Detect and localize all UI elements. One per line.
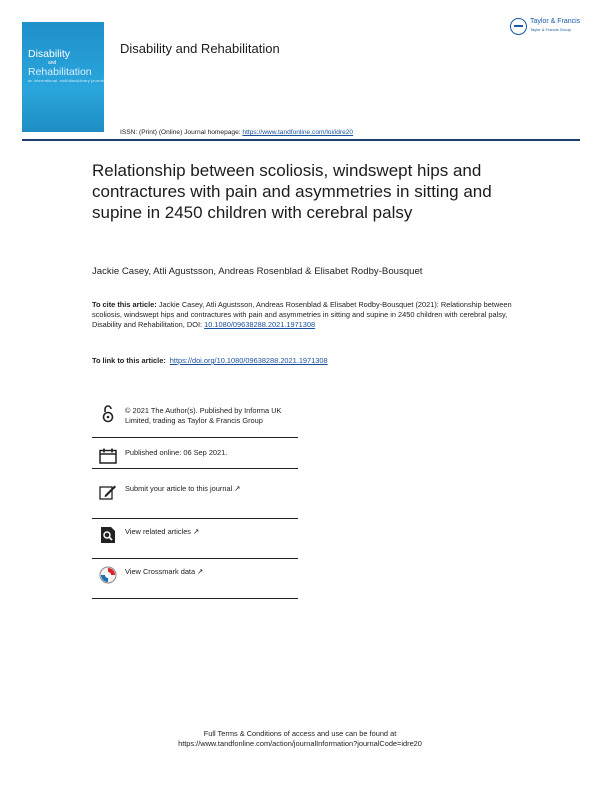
crossmark-icon xyxy=(98,565,118,585)
related-articles-icon xyxy=(98,525,118,545)
item-divider xyxy=(92,518,298,519)
cover-title-line3: Rehabilitation xyxy=(28,66,92,78)
issn-line xyxy=(120,129,353,136)
footer-terms-link[interactable]: https://www.tandfonline.com/action/journalInformation?journalCode=idre20 xyxy=(178,739,422,748)
item-divider xyxy=(92,468,298,469)
article-link-line xyxy=(92,356,328,365)
paper-title: Relationship between scoliosis, windswept hips and contractures with pain and asymmetries in sitting and supine in 2450 children with cerebral palsy xyxy=(92,161,492,222)
publisher-logo-icon xyxy=(510,18,527,35)
external-link-icon: ↗ xyxy=(197,567,204,576)
citation-block xyxy=(92,300,532,331)
issn-prefix: ISSN: (Print) (Online) Journal homepage: xyxy=(120,129,243,136)
paper-authors: Jackie Casey, Atli Agustsson, Andreas Rosenblad & Elisabet Rodby-Bousquet xyxy=(92,266,423,277)
citation-doi-link[interactable]: 10.1080/09638288.2021.1971308 xyxy=(204,320,316,330)
related-articles-label: View related articles xyxy=(125,527,191,536)
external-link-icon: ↗ xyxy=(193,527,200,536)
submit-article-label: Submit your article to this journal xyxy=(125,484,233,493)
open-access-icon xyxy=(98,404,118,424)
journal-cover[interactable] xyxy=(22,22,104,132)
edit-icon xyxy=(98,482,118,502)
article-link-label: To link to this article: xyxy=(92,356,166,365)
header-divider xyxy=(22,139,580,141)
citation-label: To cite this article: xyxy=(92,300,157,309)
cover-title-line1: Disability xyxy=(28,48,71,60)
publisher-name: Taylor & Francis xyxy=(530,18,581,25)
license-text: © 2021 The Author(s). Published by Informa UK Limited, trading as Taylor & Francis Group xyxy=(125,406,282,425)
crossmark-link[interactable] xyxy=(125,567,300,577)
published-online-text: Published online: 06 Sep 2021. xyxy=(125,448,228,457)
footer-terms: Full Terms & Conditions of access and use can be found at xyxy=(203,729,397,738)
calendar-icon xyxy=(98,446,118,466)
item-divider xyxy=(92,558,298,559)
item-divider xyxy=(92,437,298,438)
journal-title: Disability and Rehabilitation xyxy=(120,41,280,56)
cover-title-line2: and xyxy=(48,60,57,66)
item-divider xyxy=(92,598,298,599)
related-articles-link[interactable] xyxy=(125,527,300,537)
publisher-subname: Taylor & Francis Group xyxy=(530,27,571,32)
journal-homepage-link[interactable]: https://www.tandfonline.com/loi/idre20 xyxy=(242,129,354,136)
cover-tagline: an international, multidisciplinary journal xyxy=(28,79,104,83)
crossmark-label: View Crossmark data xyxy=(125,567,196,576)
article-doi-link[interactable]: https://doi.org/10.1080/09638288.2021.1971308 xyxy=(169,356,328,365)
publisher-logo[interactable] xyxy=(510,16,590,40)
submit-article-link[interactable] xyxy=(125,484,300,494)
external-link-icon: ↗ xyxy=(234,484,241,493)
citation-text: Jackie Casey, Atli Agustsson, Andreas Rosenblad & Elisabet Rodby-Bousquet (2021): Relationship between scoliosis, windswept hips and contractures with pain and asymmetries in sitting and supine in 2450 children with cerebral palsy, Disability and Rehabilitation, DOI: xyxy=(92,300,512,330)
